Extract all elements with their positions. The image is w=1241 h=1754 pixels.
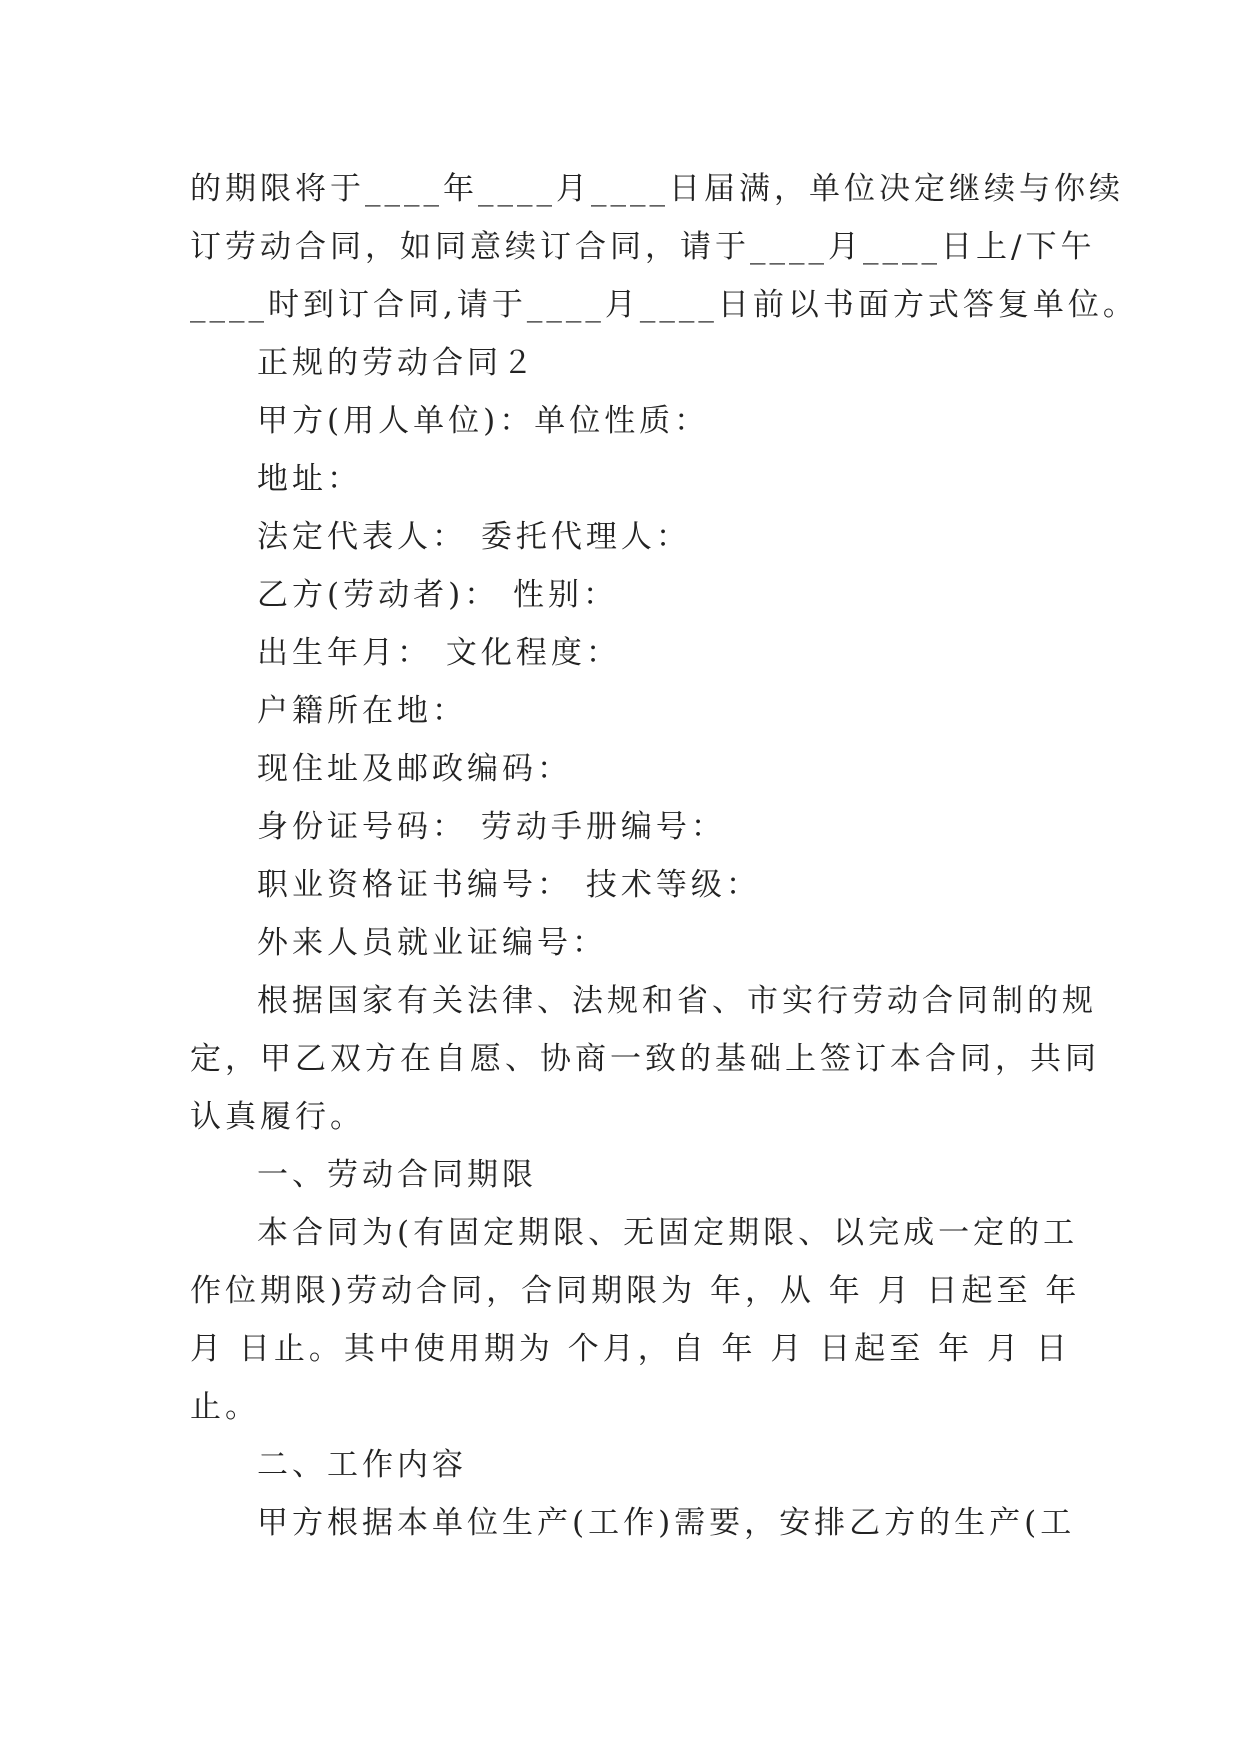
form-field-representative: 法定代表人： 委托代理人：: [257, 519, 691, 555]
paragraph-line: 本合同为(有固定期限、无固定期限、以完成一定的工: [257, 1215, 1079, 1251]
paragraph-line: 定，甲乙双方在自愿、协商一致的基础上签订本合同，共同: [190, 1041, 1100, 1077]
form-field-qualification: 职业资格证书编号： 技术等级：: [257, 867, 761, 903]
form-field-id-number: 身份证号码： 劳动手册编号：: [257, 809, 726, 845]
form-field-birth-education: 出生年月： 文化程度：: [257, 635, 621, 671]
paragraph-line: 订劳动合同，如同意续订合同，请于____月____日上/下午: [190, 229, 1096, 265]
paragraph-line: 月 日止。其中使用期为 个月，自 年 月 日起至 年 月 日: [190, 1331, 1071, 1367]
paragraph-line: 甲方根据本单位生产(工作)需要，安排乙方的生产(工: [257, 1505, 1076, 1541]
document-body: [190, 160, 1138, 1552]
paragraph-line: 止。: [190, 1389, 260, 1425]
form-field-address: 地址：: [257, 461, 362, 497]
form-field-employer: 甲方(用人单位)：单位性质：: [257, 403, 710, 439]
paragraph-line: 的期限将于____年____月____日届满，单位决定继续与你续: [190, 171, 1124, 207]
form-field-employee: 乙方(劳动者)： 性别：: [257, 577, 619, 613]
form-field-household-registration: 户籍所在地：: [257, 693, 467, 729]
paragraph-line: 认真履行。: [190, 1099, 365, 1135]
paragraph-line: 作位期限)劳动合同，合同期限为 年，从 年 月 日起至 年: [190, 1273, 1081, 1309]
section-heading: 二、工作内容: [257, 1447, 467, 1483]
paragraph-line: ____时到订合同,请于____月____日前以书面方式答复单位。: [190, 287, 1138, 323]
form-field-work-permit: 外来人员就业证编号：: [257, 925, 607, 961]
section-title: 正规的劳动合同２: [257, 345, 537, 381]
section-heading: 一、劳动合同期限: [257, 1157, 537, 1193]
paragraph-line: 根据国家有关法律、法规和省、市实行劳动合同制的规: [257, 983, 1097, 1019]
form-field-current-address: 现住址及邮政编码：: [257, 751, 572, 787]
